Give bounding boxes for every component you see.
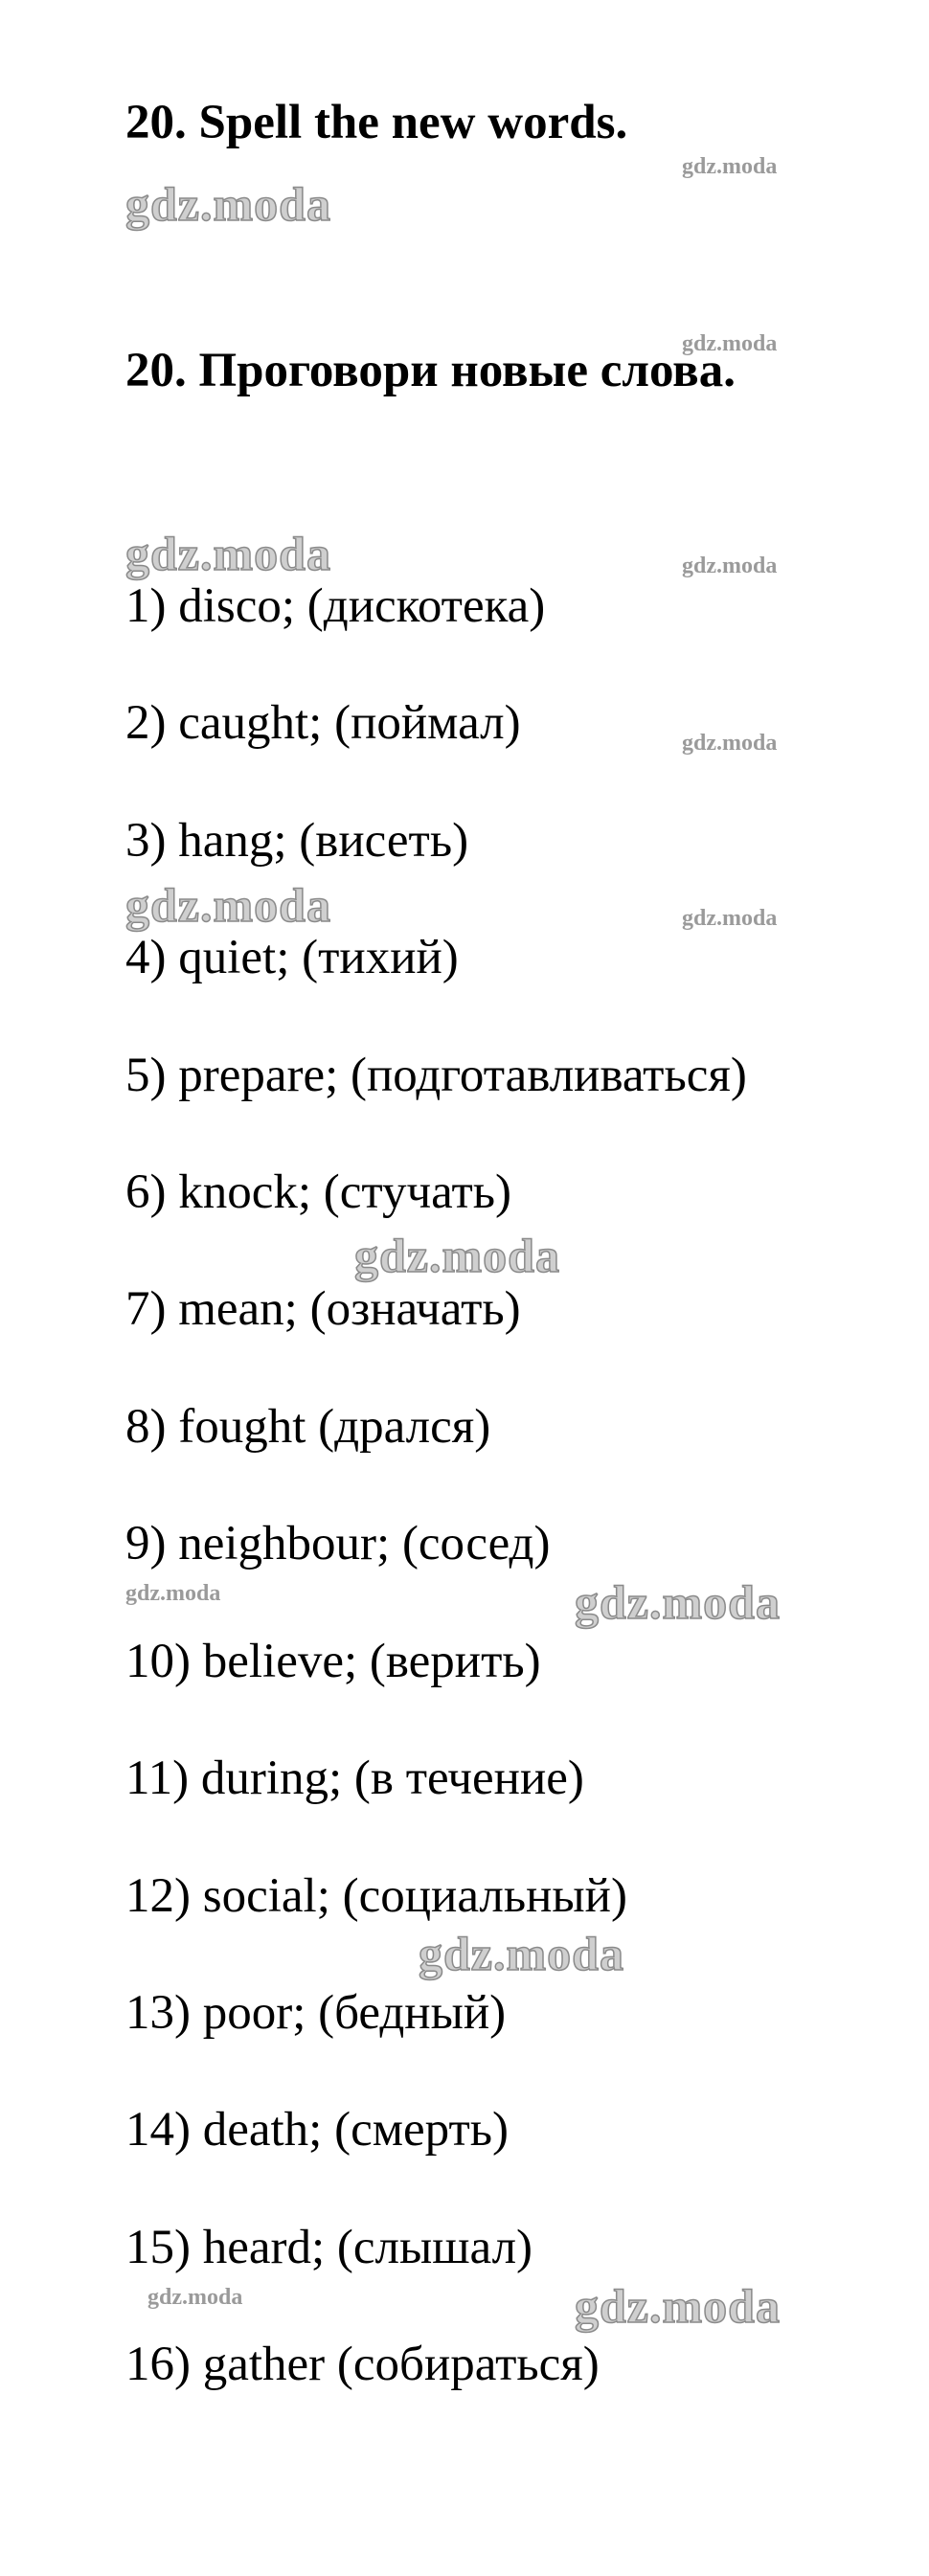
word-item: 10) believe; (верить) xyxy=(125,1635,541,1688)
word-item: 9) neighbour; (сосед) xyxy=(125,1517,551,1570)
watermark: gdz.moda xyxy=(419,1927,624,1980)
watermark: gdz.moda xyxy=(147,2285,243,2310)
watermark: gdz.moda xyxy=(125,527,331,580)
watermark: gdz.moda xyxy=(125,177,331,231)
word-item: 5) prepare; (подготавливаться) xyxy=(125,1049,747,1102)
word-item: 14) death; (смерть) xyxy=(125,2103,509,2157)
word-item: 8) fought (дрался) xyxy=(125,1400,491,1454)
word-item: 7) mean; (означать) xyxy=(125,1282,521,1336)
word-item: 6) knock; (стучать) xyxy=(125,1165,512,1219)
word-item: 16) gather (собираться) xyxy=(125,2338,600,2391)
exercise-heading-english: 20. Spell the new words. xyxy=(125,96,628,149)
watermark: gdz.moda xyxy=(682,731,778,756)
watermark: gdz.moda xyxy=(682,331,778,356)
exercise-heading-russian: 20. Проговори новые слова. xyxy=(125,344,736,397)
watermark: gdz.moda xyxy=(682,154,778,179)
word-item: 15) heard; (слышал) xyxy=(125,2221,533,2274)
word-item: 4) quiet; (тихий) xyxy=(125,931,459,984)
watermark: gdz.moda xyxy=(125,1581,221,1606)
watermark: gdz.moda xyxy=(575,2279,781,2333)
watermark: gdz.moda xyxy=(354,1229,560,1282)
watermark: gdz.moda xyxy=(575,1575,781,1629)
watermark: gdz.moda xyxy=(125,878,331,932)
word-item: 12) social; (социальный) xyxy=(125,1869,627,1923)
word-item: 3) hang; (висеть) xyxy=(125,814,469,868)
watermark: gdz.moda xyxy=(682,906,778,931)
watermark: gdz.moda xyxy=(682,554,778,578)
word-item: 1) disco; (дискотека) xyxy=(125,579,546,633)
word-item: 13) poor; (бедный) xyxy=(125,1986,507,2040)
word-item: 2) caught; (поймал) xyxy=(125,696,521,750)
word-item: 11) during; (в течение) xyxy=(125,1751,584,1805)
